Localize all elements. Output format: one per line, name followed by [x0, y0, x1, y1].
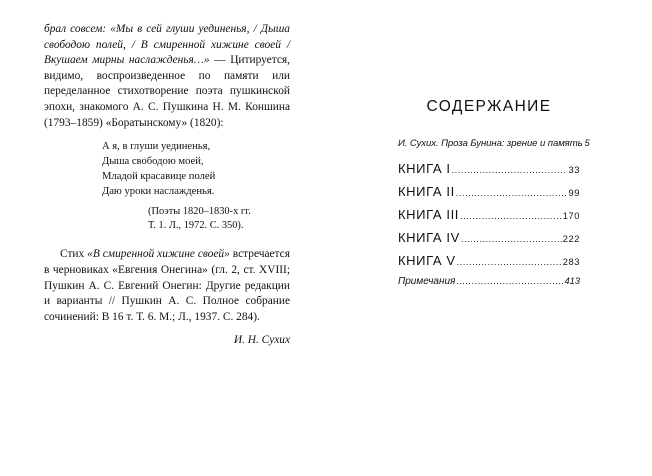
toc-leader-dots	[457, 257, 562, 267]
toc-leader-dots	[461, 234, 562, 244]
toc-page-number: 222	[562, 234, 580, 244]
toc-entry-label: Примечания	[398, 276, 456, 287]
poem-line: Младой красавице полей	[102, 170, 216, 182]
toc-leader-dots	[460, 211, 562, 221]
intro-paragraph	[44, 22, 290, 131]
toc-leader-dots	[456, 276, 563, 286]
toc-entry-label: КНИГА IV	[398, 230, 460, 245]
toc-entry-label: И. Сухих. Проза Бунина: зрение и память	[398, 138, 583, 149]
toc-entry-label: КНИГА I	[398, 161, 451, 176]
toc-entry-label: КНИГА II	[398, 184, 455, 199]
toc-leader-dots	[456, 188, 568, 198]
toc-page-number: 283	[562, 257, 580, 267]
poem-line: Дыша свободою моей,	[102, 155, 204, 167]
toc-page-number: 33	[568, 165, 580, 175]
poem-quote	[102, 140, 290, 199]
author-signature: И. Н. Сухих	[233, 334, 290, 347]
toc-leader-dots	[452, 165, 568, 175]
toc-page-number: 99	[568, 188, 580, 198]
left-page	[44, 22, 290, 349]
toc-entry-label: КНИГА V	[398, 253, 456, 268]
poem-line: Даю уроки наслажденья.	[102, 185, 215, 197]
toc-entry-book-3	[398, 207, 580, 222]
toc-page-number: 170	[562, 211, 580, 221]
para2-text: встречается в черновиках «Евгения Онегина» (гл. 2, ст. XVIII; Пушкин А. С. Евгений Онегин: Другие редакции и варианты // Пушкин А. С. Полное собрание сочинений: В 16 т. Т. 6. М.; Л., 1937. С. 284).	[44, 248, 290, 323]
intro-text: — Цитируется, видимо, воспроизведенное по памяти или переделанное стихотворение поэта пушкинской эпохи, знакомого А. С. Пушкина Н. М. Коншина (1793–1859) «Боратынскому» (1820):	[44, 54, 290, 129]
poem-source	[148, 205, 290, 233]
second-paragraph	[44, 247, 290, 325]
toc-page-number: 5	[584, 138, 590, 148]
toc-entry-book-5	[398, 253, 580, 268]
toc-entry-book-1	[398, 161, 580, 176]
poem-line: А я, в глуши уединенья,	[102, 141, 211, 153]
toc-title: СОДЕРЖАНИЕ	[426, 98, 552, 115]
toc-entry-notes	[398, 276, 580, 287]
toc-entry-book-2	[398, 184, 580, 199]
intro-italic-quote: брал совсем: «Мы в сей глуши уединенья, / Дыша свободою полей, / В смиренной хижине своей / Вкушаем мирны наслажденья…»	[44, 23, 290, 67]
toc-page-number: 413	[564, 276, 580, 286]
table-of-contents	[398, 98, 590, 287]
toc-entry-book-4	[398, 230, 580, 245]
para2-italic-quote: «В смиренной хижине своей»	[87, 248, 230, 261]
para2-start: Стих	[60, 248, 88, 261]
toc-entry-label: КНИГА III	[398, 207, 459, 222]
poem-source-line: Т. 1. Л., 1972. С. 350).	[148, 220, 244, 232]
poem-source-line: (Поэты 1820–1830-х гг.	[148, 206, 251, 218]
toc-entry-preface	[398, 138, 590, 149]
